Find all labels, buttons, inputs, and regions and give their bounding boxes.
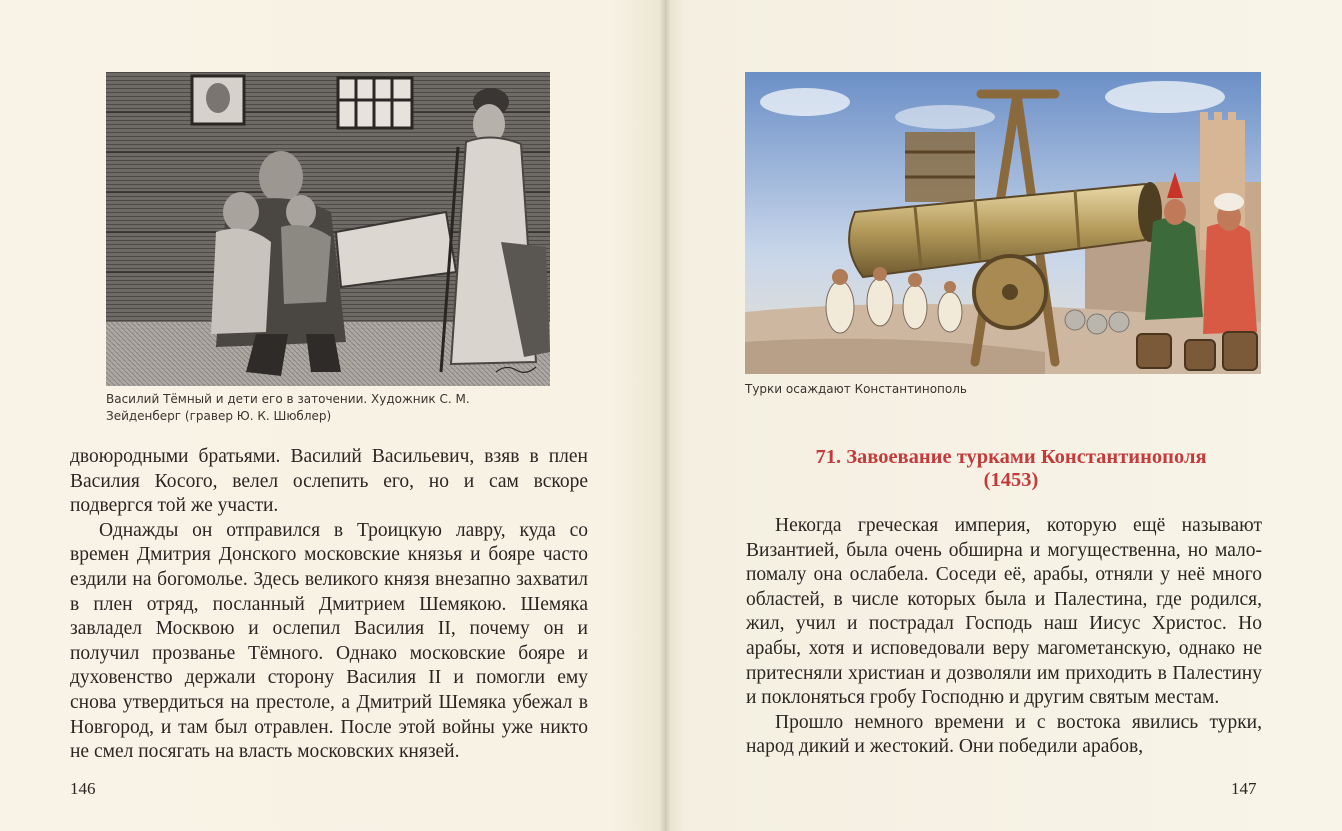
- right-page: [665, 0, 1342, 831]
- chapter-title: 71. Завоевание турками Константинополя: [815, 446, 1207, 468]
- left-page-text: [70, 445, 588, 765]
- engraving-caption: Василий Тёмный и дети его в заточении. Художник С. М. Зейденберг (гравер Ю. К. Шюблер): [106, 392, 470, 423]
- painting-caption: Турки осаждают Константинополь: [745, 382, 967, 396]
- paragraph: двоюродными братьями. Василий Васильевич, взяв в плен Василия Косого, велел ослепить его, но и сам вскоре подвергся той же участи.: [70, 446, 588, 517]
- engraving-image: [106, 72, 550, 386]
- left-page: [0, 0, 665, 831]
- paragraph: Некогда греческая империя, которую ещё называют Византией, была очень обширна и могущественна, но мало-помалу она ослабела. Соседи её, арабы, отняли у неё много областей, в числе которых была и Палестина, где родился, жил, учил и пострадал Господь наш Иисус Христос. Но арабы, хотя и исповедовали веру магометанскую, однако не притесняли христиан и дозволяли им приходить в Палестину и поклоняться гробу Господню и другим святым местам.: [746, 515, 1262, 709]
- page-number-right: 147: [1231, 779, 1257, 798]
- engraving-vasily-dark: [106, 72, 550, 386]
- book-gutter: [660, 0, 670, 831]
- painting-image: [745, 72, 1261, 374]
- paragraph: Прошло немного времени и с востока явились турки, народ дикий и жестокий. Они победили арабов,: [746, 711, 1262, 758]
- chapter-years: (1453): [983, 469, 1039, 491]
- right-page-text: [746, 514, 1262, 760]
- paragraph: Однажды он отправился в Троицкую лавру, куда со времен Дмитрия Донского московские князья и бояре часто ездили на богомолье. Здесь великого князя внезапно захватил в плен отряд, посланный Дмитрием Шемякою. Шемяка завладел Москвою и ослепил Василия II, почему он и получил прозванье Тёмного. Однако московские бояре и духовенство держали сторону Василия II и помогли ему снова утвердиться на престоле, а Дмитрий Шемяка убежал в Новгород, и там был отравлен. После этой войны уже никто не смел посягать на власть московских князей.: [70, 519, 588, 763]
- chapter-heading: [751, 446, 1271, 492]
- page-number-left: 146: [70, 779, 96, 798]
- painting-siege-constantinople: [745, 72, 1261, 374]
